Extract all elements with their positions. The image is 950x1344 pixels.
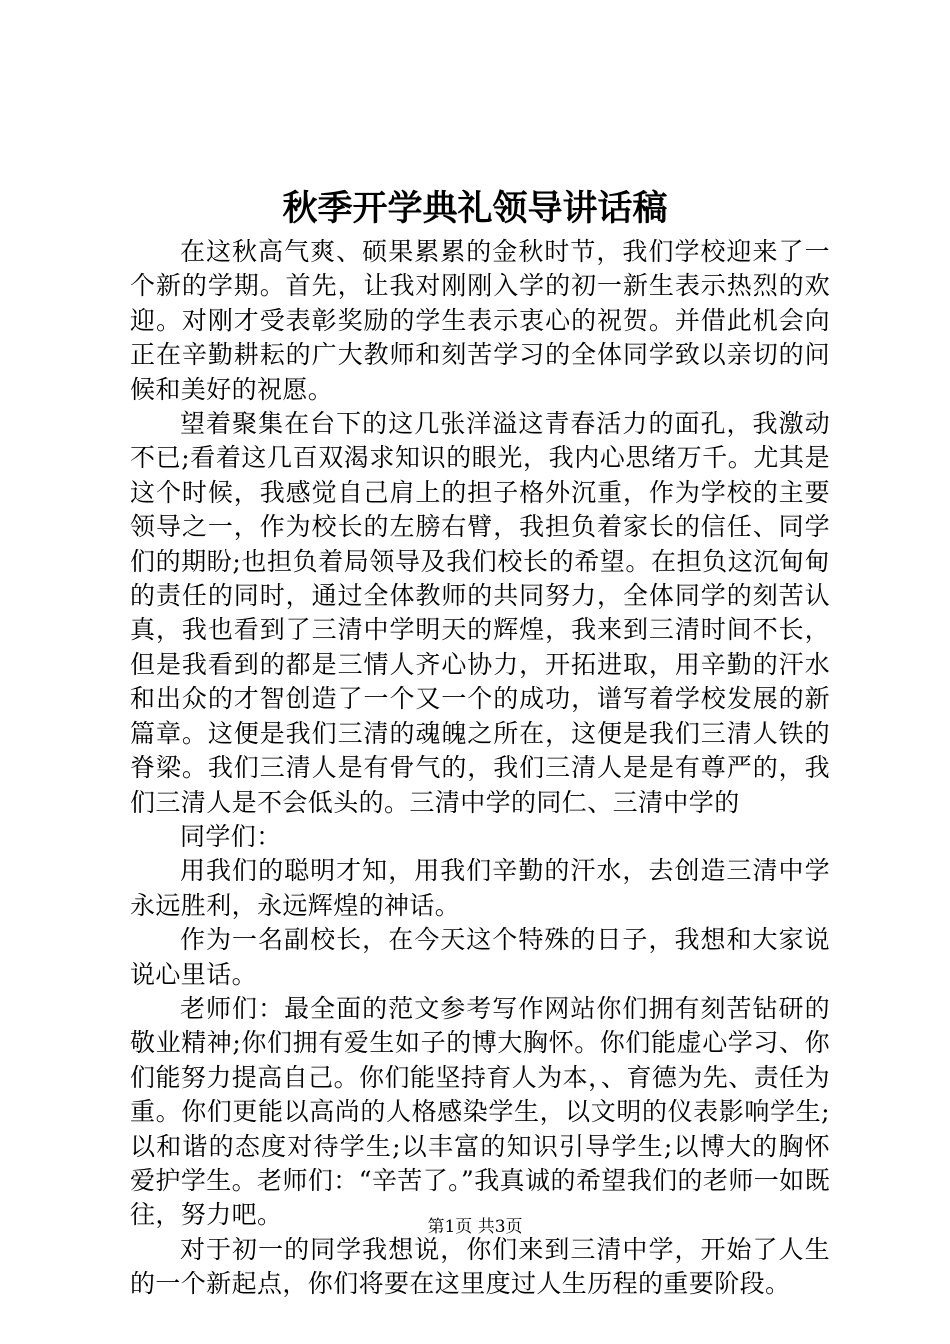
page-number-footer: 第1页 共3页 [427,1217,523,1237]
paragraph: 用我们的聪明才知，用我们辛勤的汗水，去创造三清中学永远胜利，永远辉煌的神话。 [130,856,830,920]
document-body [130,235,830,1302]
paragraph: 在这秋高气爽、硕果累累的金秋时节，我们学校迎来了一个新的学期。首先，让我对刚刚入学的初一新生表示热烈的欢迎。对刚才受表彰奖励的学生表示衷心的祝贺。并借此机会向正在辛勤耕耘的广大教师和刻苦学习的全体同学致以亲切的问候和美好的祝愿。 [130,237,830,404]
paragraph: 老师们：最全面的范文参考写作网站你们拥有刻苦钻研的敬业精神;你们拥有爱生如子的博大胸怀。你们能虚心学习、你们能努力提高自己。你们能坚持育人为本，、育德为先、责任为重。你们更能以高尚的人格感染学生，以文明的仪表影响学生;以和谐的态度对待学生;以丰富的知识引导学生;以博大的胸怀爱护学生。老师们：“辛苦了。”我真诚的希望我们的老师一如既往，努力吧。 [130,993,830,1230]
paragraph: 对于初一的同学我想说，你们来到三清中学，开始了人生的一个新起点，你们将要在这里度过人生历程的重要阶段。 [130,1234,830,1299]
paragraph: 望着聚集在台下的这几张洋溢这青春活力的面孔，我激动不已;看着这几百双渴求知识的眼光，我内心思绪万千。尤其是这个时候，我感觉自己肩上的担子格外沉重，作为学校的主要领导之一，作为校长的左膀右臂，我担负着家长的信任、同学们的期盼;也担负着局领导及我们校长的希望。在担负这沉甸甸的责任的同时，通过全体教师的共同努力，全体同学的刻苦认真，我也看到了三清中学明天的辉煌，我来到三清时间不长，但是我看到的都是三情人齐心协力，开拓进取，用辛勤的汗水和出众的才智创造了一个又一个的成功，谱写着学校发展的新篇章。这便是我们三清的魂魄之所在，这便是我们三清人铁的脊梁。我们三清人是有骨气的，我们三清人是是有尊严的，我们三清人是不会低头的。三清中学的同仁、三清中学的 [130,409,830,817]
paragraph: 作为一名副校长，在今天这个特殊的日子，我想和大家说说心里话。 [130,925,830,989]
document-title: 秋季开学典礼领导讲话稿 [282,188,668,229]
paragraph: 同学们： [180,821,282,851]
